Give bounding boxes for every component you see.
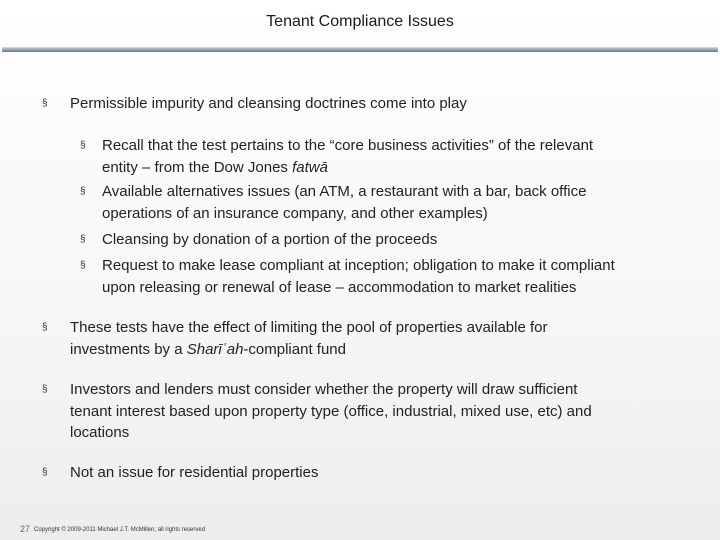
point-4-text: Not an issue for residential properties xyxy=(70,464,319,481)
point-3-line-1: Investors and lenders must consider whether the property will draw sufficient xyxy=(70,381,578,398)
fatwa-term: fatwā xyxy=(292,158,328,176)
point-3-line-2: tenant interest based upon property type (office, industrial, mixed use, etc) and xyxy=(70,402,592,420)
slide-title: Tenant Compliance Issues xyxy=(266,13,454,30)
point-2-line-2-pre: investments by a xyxy=(70,340,187,358)
point-3-line-3: locations xyxy=(70,424,130,441)
subpoint-2-line-2: operations of an insurance company, and other examples) xyxy=(102,204,488,222)
subpoint-1-line-2-text: entity – from the Dow Jones xyxy=(102,158,293,176)
title-divider xyxy=(2,47,718,52)
sub-bullet-icon: § xyxy=(80,140,86,151)
point-2-text xyxy=(70,317,548,360)
point-1-text: Permissible impurity and cleansing doctrines come into play xyxy=(70,95,467,112)
sub-bullet-icon: § xyxy=(80,186,86,197)
copyright-notice: Copyright © 2009-2011 Michael J.T. McMillen; all rights reserved xyxy=(34,527,206,533)
bullet-icon: § xyxy=(42,98,48,109)
subpoint-1-text xyxy=(102,135,593,178)
subpoint-3-text: Cleansing by donation of a portion of the proceeds xyxy=(102,231,438,248)
subpoint-2-line-1: Available alternatives issues (an ATM, a restaurant with a bar, back office xyxy=(102,183,587,200)
subpoint-1-line-2 xyxy=(102,157,593,179)
point-3-text xyxy=(70,379,592,444)
subpoint-4-line-1: Request to make lease compliant at inception; obligation to make it compliant xyxy=(102,257,615,274)
point-2-line-2 xyxy=(70,339,548,361)
shariah-term: Sharīʿah xyxy=(186,340,244,358)
sub-bullet-icon: § xyxy=(80,260,86,271)
subpoint-4-text xyxy=(102,255,615,298)
subpoint-1-line-1: Recall that the test pertains to the “core business activities” of the relevant xyxy=(102,137,594,154)
point-2-line-1: These tests have the effect of limiting the pool of properties available for xyxy=(70,319,548,336)
bullet-icon: § xyxy=(42,322,48,333)
bullet-icon: § xyxy=(42,384,48,395)
sub-bullet-icon: § xyxy=(80,234,86,245)
slide-number: 27 xyxy=(20,524,31,534)
bullet-icon: § xyxy=(42,467,48,478)
point-2-line-2-post: -compliant fund xyxy=(243,340,346,358)
subpoint-2-text xyxy=(102,181,586,224)
subpoint-4-line-2: upon releasing or renewal of lease – accommodation to market realities xyxy=(102,278,577,296)
